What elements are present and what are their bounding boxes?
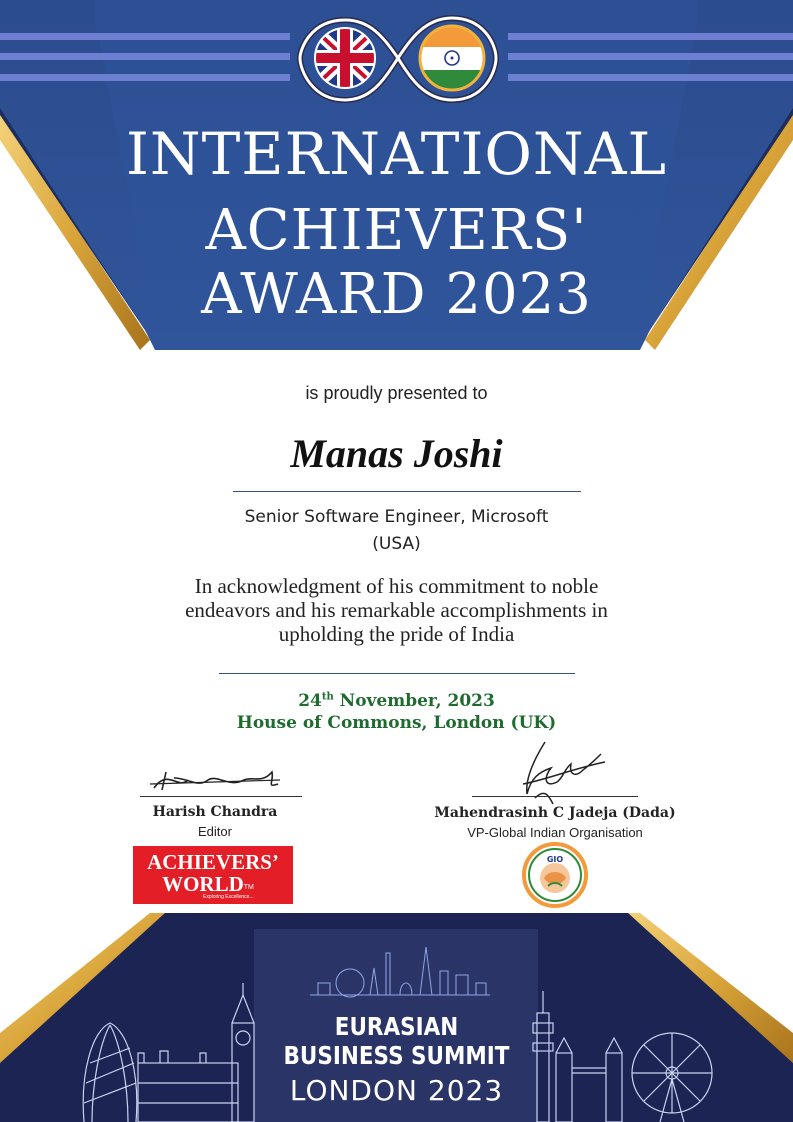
event-date-day: 24 (298, 691, 322, 711)
summit-title-line-3: LONDON 2023 (289, 1074, 504, 1107)
summit-title-line-2: BUSINESS SUMMIT (283, 1041, 510, 1070)
acknowledgment-line-2: endeavors and his remarkable accomplishments in (185, 598, 608, 622)
signature-line (140, 796, 302, 797)
achievers-world-logo (133, 846, 293, 904)
stripe (508, 53, 793, 60)
logo-text: WORLD (162, 872, 244, 896)
stripe (0, 53, 290, 60)
summit-title-line-1: EURASIAN (334, 1012, 459, 1041)
recipient-country: (USA) (372, 534, 421, 554)
signatory-role: Editor (198, 824, 232, 839)
stripe (508, 74, 793, 81)
award-title-line-1: INTERNATIONAL (125, 120, 668, 188)
award-title-line-2: ACHIEVERS' (205, 198, 588, 263)
logo-tagline: Exploring Excellence... (203, 894, 254, 900)
presented-text: is proudly presented to (305, 383, 488, 403)
signatory-name: Harish Chandra (152, 804, 278, 820)
signatory-role: VP-Global Indian Organisation (467, 825, 643, 840)
gio-logo (522, 842, 588, 908)
award-title-line-3: AWARD 2023 (201, 262, 592, 327)
signature-right (505, 738, 615, 808)
stripe (0, 33, 290, 40)
event-date-rest: November, 2023 (333, 691, 495, 711)
event-date (0, 691, 793, 711)
signature-line (472, 796, 638, 797)
event-venue: House of Commons, London (UK) (236, 713, 557, 733)
gio-label: GIO (546, 855, 564, 864)
acknowledgment-line-1: In acknowledgment of his commitment to noble (194, 574, 599, 598)
event-date-suffix: th (321, 691, 334, 703)
logo-text: ACHIEVERS’ (147, 850, 279, 874)
recipient-designation: Senior Software Engineer, Microsoft (244, 507, 549, 527)
stripe (508, 33, 793, 40)
recipient-name: Manas Joshi (290, 431, 503, 476)
stripe (0, 74, 290, 81)
signatory-name: Mahendrasinh C Jadeja (Dada) (434, 805, 676, 821)
acknowledgment-line-3: upholding the pride of India (278, 622, 515, 646)
divider (219, 673, 575, 674)
divider (233, 491, 581, 492)
signature-left (148, 758, 288, 798)
trademark-mark: TM (243, 884, 254, 891)
